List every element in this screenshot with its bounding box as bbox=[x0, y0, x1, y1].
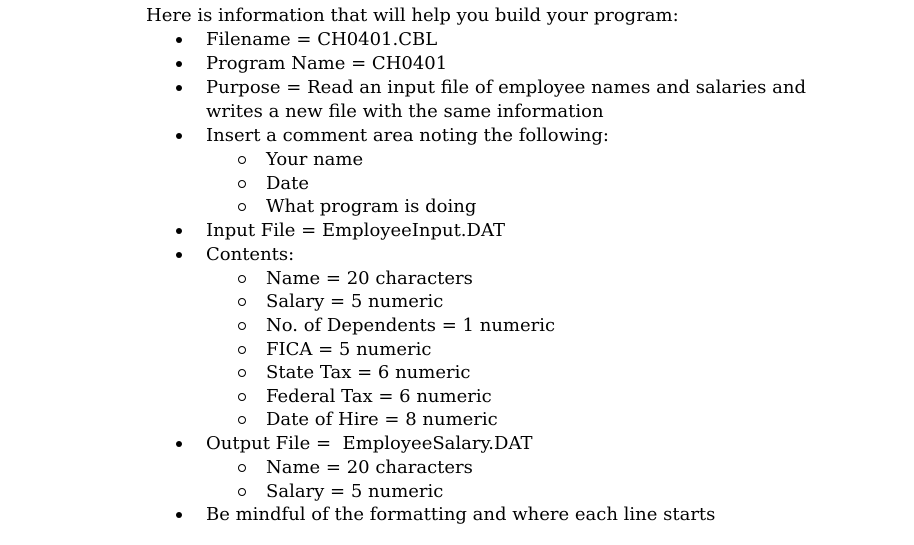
sublist-item bbox=[206, 480, 886, 504]
list-item-filename bbox=[146, 28, 886, 52]
bullet-icon bbox=[174, 503, 186, 527]
bullet-icon bbox=[174, 124, 186, 148]
sublist-item-text: State Tax = 6 numeric bbox=[266, 362, 471, 384]
bullet-icon bbox=[174, 28, 186, 52]
list-item-contents bbox=[146, 243, 886, 432]
hollow-bullet-icon bbox=[238, 385, 250, 409]
sublist-item-text: FICA = 5 numeric bbox=[266, 338, 432, 360]
hollow-bullet-icon bbox=[238, 456, 250, 480]
hollow-bullet-icon bbox=[238, 314, 250, 338]
bullet-icon bbox=[174, 243, 186, 267]
bullet-icon bbox=[174, 432, 186, 456]
list-item-text: Purpose = Read an input file of employee names and salaries and writes a new file with the same information bbox=[206, 77, 806, 122]
sublist-item-text: Name = 20 characters bbox=[266, 456, 473, 478]
list-item-output-file bbox=[146, 432, 886, 503]
bullet-icon bbox=[174, 219, 186, 243]
list-item-text: Input File = EmployeeInput.DAT bbox=[206, 219, 505, 241]
hollow-bullet-icon bbox=[238, 408, 250, 432]
hollow-bullet-icon bbox=[238, 480, 250, 504]
sublist-item-text: Name = 20 characters bbox=[266, 267, 473, 289]
comment-area-sublist bbox=[206, 148, 886, 219]
list-item-text: Insert a comment area noting the following: bbox=[206, 125, 609, 146]
sublist-item-text: What program is doing bbox=[266, 196, 477, 218]
list-item-purpose bbox=[146, 76, 886, 124]
list-item-formatting-note bbox=[146, 503, 886, 527]
sublist-item-text: No. of Dependents = 1 numeric bbox=[266, 314, 556, 336]
list-item-text: Program Name = CH0401 bbox=[206, 53, 448, 74]
hollow-bullet-icon bbox=[238, 361, 250, 385]
hollow-bullet-icon bbox=[238, 267, 250, 291]
instructions-document bbox=[146, 4, 886, 527]
sublist-item-text: Federal Tax = 6 numeric bbox=[266, 385, 492, 407]
hollow-bullet-icon bbox=[238, 195, 250, 219]
contents-sublist bbox=[206, 267, 886, 432]
intro-text: Here is information that will help you build your program: bbox=[146, 5, 679, 26]
sublist-item bbox=[206, 338, 886, 362]
sublist-item bbox=[206, 148, 886, 172]
list-item-text: Filename = CH0401.CBL bbox=[206, 29, 438, 50]
list-item-text: Be mindful of the formatting and where each line starts bbox=[206, 504, 716, 526]
sublist-item-text: Date of Hire = 8 numeric bbox=[266, 409, 498, 431]
sublist-item bbox=[206, 408, 886, 432]
sublist-item bbox=[206, 314, 886, 338]
list-item-program-name bbox=[146, 52, 886, 76]
sublist-item bbox=[206, 456, 886, 480]
sublist-item bbox=[206, 385, 886, 409]
list-item-text: Contents: bbox=[206, 243, 295, 265]
sublist-item-text: Salary = 5 numeric bbox=[266, 291, 444, 313]
bullet-icon bbox=[174, 52, 186, 76]
sublist-item bbox=[206, 290, 886, 314]
hollow-bullet-icon bbox=[238, 172, 250, 196]
sublist-item bbox=[206, 172, 886, 196]
sublist-item bbox=[206, 361, 886, 385]
list-item-comment-area bbox=[146, 124, 886, 219]
sublist-item bbox=[206, 267, 886, 291]
list-item-input-file bbox=[146, 219, 886, 243]
output-file-sublist bbox=[206, 456, 886, 503]
sublist-item-text: Your name bbox=[266, 149, 364, 170]
hollow-bullet-icon bbox=[238, 290, 250, 314]
bullet-icon bbox=[174, 76, 186, 100]
sublist-item-text: Date bbox=[266, 172, 310, 194]
sublist-item-text: Salary = 5 numeric bbox=[266, 480, 444, 502]
sublist-item bbox=[206, 195, 886, 219]
requirements-list bbox=[146, 28, 886, 527]
list-item-text: Output File = EmployeeSalary.DAT bbox=[206, 432, 533, 454]
hollow-bullet-icon bbox=[238, 148, 250, 172]
hollow-bullet-icon bbox=[238, 338, 250, 362]
